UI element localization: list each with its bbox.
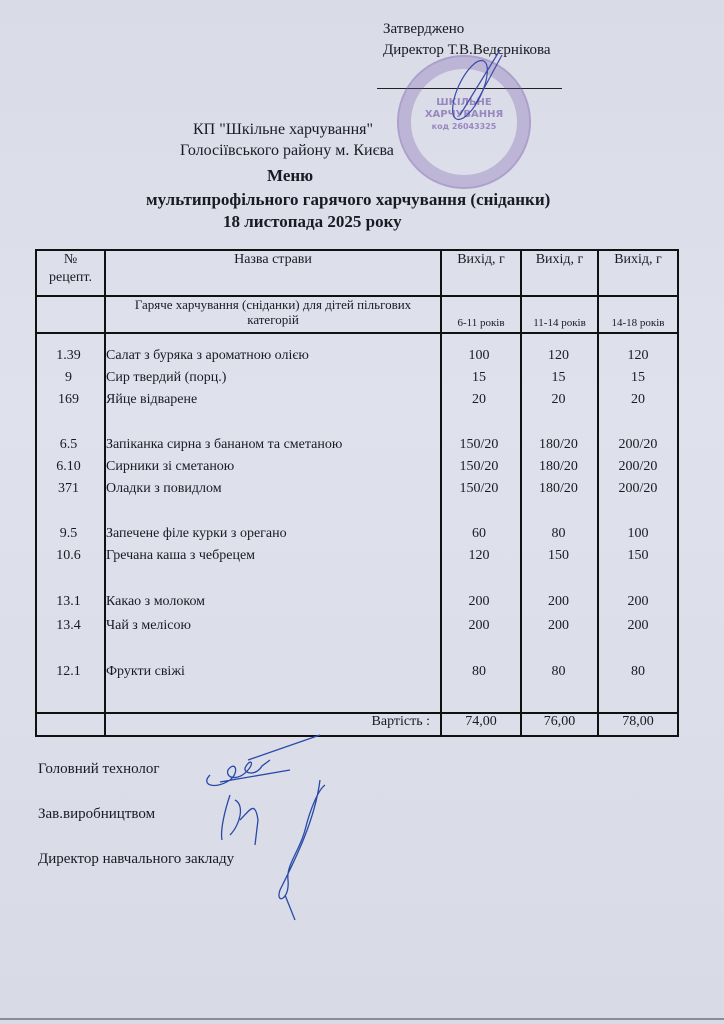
dish-name: Запіканка сирна з бананом та сметаною — [106, 437, 343, 452]
stamp-text-1: ШКІЛЬНЕ — [436, 97, 492, 108]
menu-items — [35, 330, 677, 708]
yield-2: 180/20 — [539, 459, 578, 474]
yield-3: 120 — [627, 348, 649, 363]
handwritten-signatures-icon — [200, 730, 340, 930]
yield-1: 20 — [472, 392, 486, 407]
yield-1: 100 — [468, 348, 490, 363]
col-header-recipe-number — [36, 250, 105, 296]
total-empty-cell — [36, 713, 105, 736]
yield-2: 120 — [548, 348, 569, 363]
yield-1: 200 — [468, 594, 490, 609]
recipe-number: 169 — [58, 392, 79, 407]
total-price-3: 78,00 — [598, 713, 678, 736]
stamp-text-2: ХАРЧУВАННЯ — [424, 109, 504, 120]
yield-1: 150/20 — [459, 459, 499, 474]
age-group-3: 14-18 років — [598, 296, 678, 333]
yield-1: 15 — [472, 370, 486, 385]
dish-name: Фрукти свіжі — [106, 664, 185, 679]
yield-3: 150 — [627, 548, 649, 563]
yield-2: 180/20 — [539, 437, 578, 452]
col-header-dish-name: Назва страви — [105, 250, 441, 296]
yield-3: 20 — [631, 392, 645, 407]
menu-date: 18 листопада 2025 року — [223, 212, 402, 231]
stamp-text-3: код 26043325 — [431, 122, 497, 131]
dish-name: Сир твердий (порц.) — [106, 370, 227, 385]
total-price-2: 76,00 — [521, 713, 598, 736]
page-title: Меню — [267, 166, 314, 185]
age-group-1: 6-11 років — [441, 296, 521, 333]
recipe-number: 9.5 — [59, 526, 78, 541]
yield-1: 200 — [468, 618, 490, 633]
yield-2: 80 — [551, 664, 566, 679]
recipe-number: 371 — [58, 481, 79, 496]
signature-label-school-director: Директор навчального закладу — [38, 851, 235, 867]
recipe-number: 13.4 — [56, 618, 81, 633]
dish-name: Оладки з повидлом — [106, 481, 222, 496]
signature-label-production-head: Зав.виробництвом — [38, 806, 156, 822]
yield-3: 200/20 — [618, 481, 658, 496]
dish-name: Салат з буряка з ароматною олією — [106, 348, 309, 363]
org-district: Голосіївського району м. Києва — [180, 142, 394, 159]
recipe-number: 6.5 — [59, 437, 78, 452]
total-price-1: 74,00 — [441, 713, 521, 736]
menu-subtitle: мультипрофільного гарячого харчування (сніданки) — [146, 190, 551, 209]
yield-1: 120 — [468, 548, 490, 563]
col-num-line1: № — [63, 252, 78, 267]
recipe-number: 12.1 — [56, 664, 81, 679]
yield-3: 15 — [631, 370, 645, 385]
director-signature-icon — [440, 45, 520, 125]
yield-2: 200 — [548, 594, 569, 609]
table-subheader-row — [36, 296, 678, 333]
total-label: Вартість : — [105, 713, 441, 736]
dish-name: Сирники зі сметаною — [106, 459, 235, 474]
yield-2: 150 — [548, 548, 569, 563]
yield-1: 60 — [472, 526, 486, 541]
dish-name: Запечене філе курки з орегано — [106, 526, 287, 541]
yield-1: 150/20 — [459, 481, 499, 496]
yield-2: 20 — [551, 392, 566, 407]
yield-3: 200 — [627, 594, 649, 609]
category-label: Гаряче харчування (сніданки) для дітей пільгових категорій — [105, 296, 441, 333]
recipe-number: 13.1 — [56, 594, 81, 609]
org-name: КП "Шкільне харчування" — [193, 121, 374, 138]
yield-2: 15 — [551, 370, 566, 385]
table-header-row — [36, 250, 678, 296]
recipe-number: 1.39 — [56, 348, 81, 363]
total-row — [36, 713, 678, 736]
yield-2: 80 — [551, 526, 566, 541]
director-approval: Директор Т.В.Ведєрнікова — [383, 42, 551, 58]
subheader-empty-cell — [36, 296, 105, 333]
yield-2: 180/20 — [539, 481, 578, 496]
col-header-yield-3: Вихід, г — [598, 250, 678, 296]
recipe-number: 6.10 — [56, 459, 81, 474]
signature-label-technologist: Головний технолог — [38, 761, 160, 777]
dish-name: Гречана каша з чебрецем — [106, 548, 256, 563]
age-group-2: 11-14 років — [521, 296, 598, 333]
yield-1: 150/20 — [459, 437, 499, 452]
yield-1: 80 — [472, 664, 486, 679]
yield-3: 200/20 — [618, 459, 658, 474]
dish-name: Яйце відварене — [106, 392, 198, 407]
yield-3: 200/20 — [618, 437, 658, 452]
yield-2: 200 — [548, 618, 569, 633]
col-header-yield-2: Вихід, г — [521, 250, 598, 296]
yield-3: 100 — [627, 526, 649, 541]
yield-3: 80 — [631, 664, 645, 679]
col-header-yield-1: Вихід, г — [441, 250, 521, 296]
approved-label: Затверджено — [383, 21, 465, 37]
yield-3: 200 — [627, 618, 649, 633]
scan-edge — [0, 1018, 724, 1020]
col-num-line2: рецепт. — [49, 270, 92, 285]
recipe-number: 10.6 — [56, 548, 81, 563]
dish-name: Какао з молоком — [106, 594, 206, 609]
dish-name: Чай з мелісою — [106, 618, 191, 633]
recipe-number: 9 — [65, 370, 72, 385]
